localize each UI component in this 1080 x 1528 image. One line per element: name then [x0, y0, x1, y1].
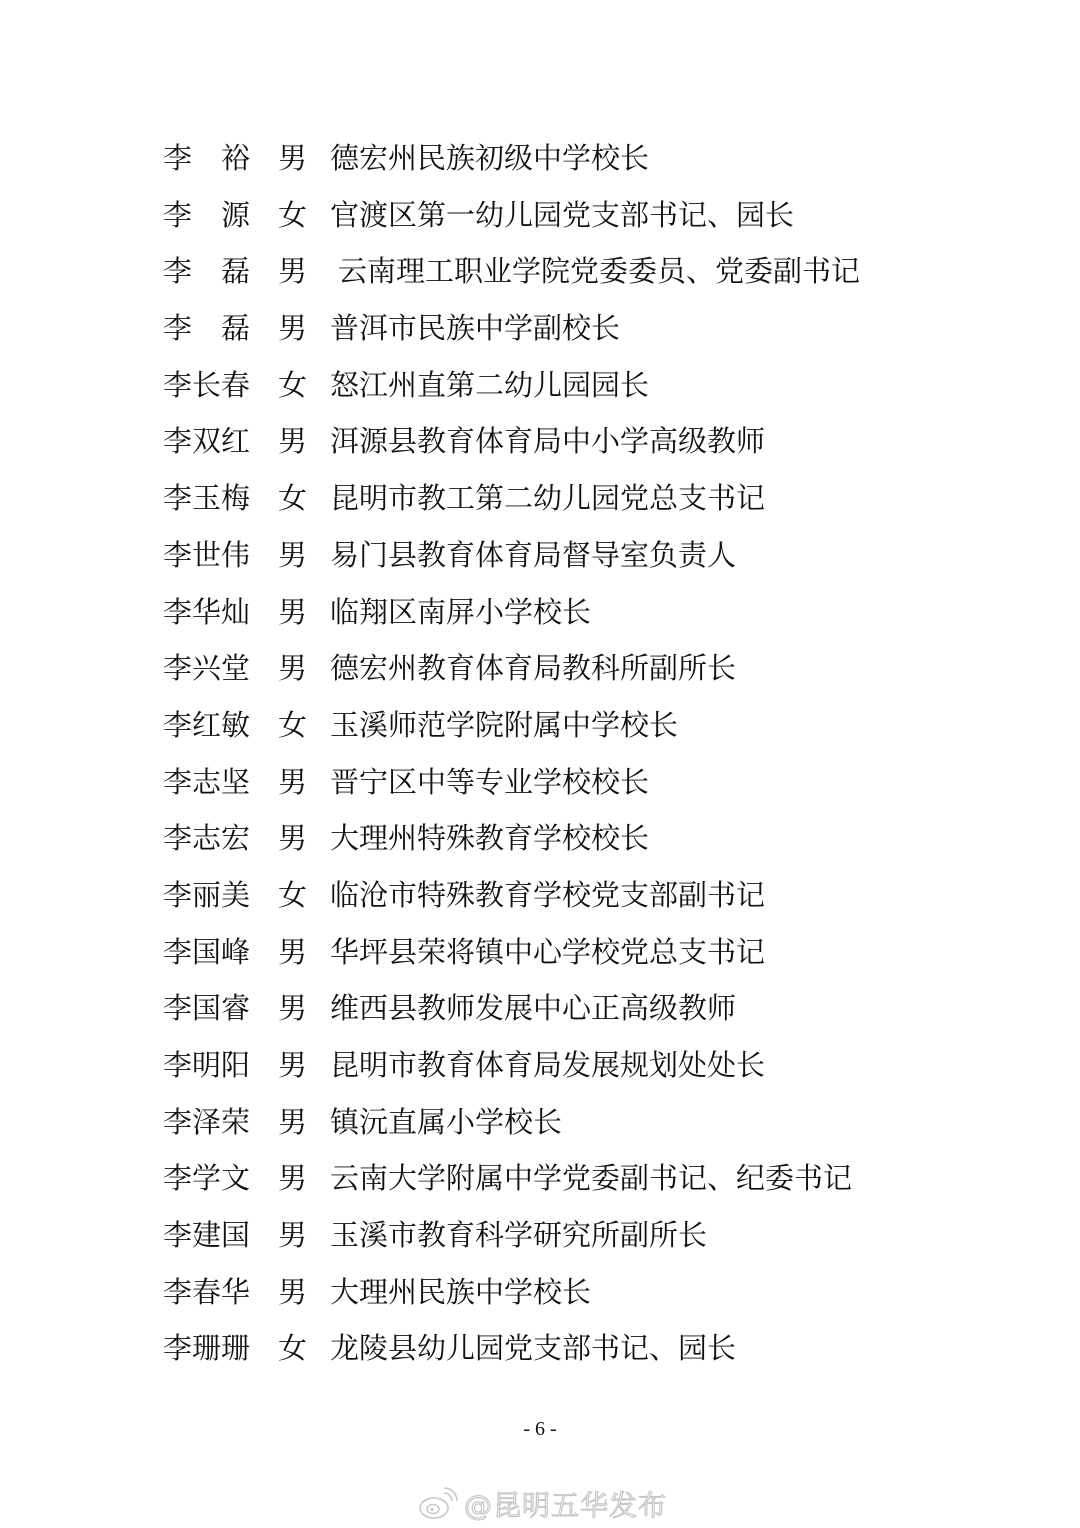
- person-title: 晋宁区中等专业学校校长: [330, 764, 650, 799]
- person-gender: 男: [278, 651, 308, 686]
- person-gender: 女: [278, 367, 308, 402]
- person-title: 临翔区南屏小学校长: [330, 594, 592, 629]
- person-title: 大理州特殊教育学校校长: [330, 821, 650, 856]
- weibo-icon: [418, 1487, 458, 1521]
- list-item: [163, 419, 983, 476]
- person-gender: 女: [278, 197, 308, 232]
- person-name: 李丽美: [163, 877, 251, 912]
- person-gender: 男: [278, 1104, 308, 1139]
- list-item: [163, 703, 983, 760]
- person-name: 李双红: [163, 424, 251, 459]
- person-gender: 女: [278, 481, 308, 516]
- person-gender: 女: [278, 877, 308, 912]
- person-name: 李春华: [163, 1274, 251, 1309]
- list-item: [163, 873, 983, 930]
- person-gender: 男: [278, 141, 308, 175]
- person-name: 李国峰: [163, 934, 251, 969]
- person-name: 李红敏: [163, 707, 251, 742]
- person-name: 李 磊: [163, 254, 251, 289]
- person-gender: 男: [278, 537, 308, 572]
- person-name: 李 裕: [163, 141, 251, 175]
- list-item: [163, 136, 983, 193]
- person-name: 李世伟: [163, 537, 251, 572]
- list-item: [163, 306, 983, 363]
- person-gender: 男: [278, 254, 308, 289]
- page-number: - 6 -: [523, 1418, 557, 1440]
- person-gender: 男: [278, 1161, 308, 1196]
- list-item: [163, 1213, 983, 1270]
- list-item: [163, 533, 983, 590]
- person-gender: 男: [278, 594, 308, 629]
- list-item: [163, 476, 983, 533]
- list-item: [163, 363, 983, 420]
- list-item: [163, 1100, 983, 1157]
- list-item: [163, 986, 983, 1043]
- person-title: 大理州民族中学校长: [330, 1274, 592, 1309]
- list-item: [163, 249, 983, 306]
- person-name: 李学文: [163, 1161, 251, 1196]
- person-name: 李明阳: [163, 1048, 251, 1082]
- list-item: [163, 1156, 983, 1213]
- person-gender: 女: [278, 1331, 308, 1366]
- person-name: 李泽荣: [163, 1104, 251, 1139]
- person-name: 李兴堂: [163, 651, 251, 686]
- watermark: [418, 1484, 667, 1524]
- list-item: [163, 816, 983, 873]
- person-title: 怒江州直第二幼儿园园长: [330, 367, 650, 402]
- person-title: 官渡区第一幼儿园党支部书记、园长: [330, 197, 795, 232]
- person-name: 李国睿: [163, 991, 251, 1026]
- person-gender: 男: [278, 1048, 308, 1082]
- person-gender: 女: [278, 707, 308, 742]
- person-name: 李志坚: [163, 764, 251, 799]
- person-title: 昆明市教工第二幼儿园党总支书记: [330, 481, 766, 516]
- person-title: 临沧市特殊教育学校党支部副书记: [330, 877, 766, 912]
- person-name: 李志宏: [163, 821, 251, 856]
- person-title: 玉溪市教育科学研究所副所长: [330, 1218, 708, 1253]
- person-gender: 男: [278, 311, 308, 346]
- person-name: 李长春: [163, 367, 251, 402]
- person-gender: 男: [278, 424, 308, 459]
- person-title: 德宏州民族初级中学校长: [330, 141, 650, 175]
- person-title: 洱源县教育体育局中小学高级教师: [330, 424, 766, 459]
- list-item: [163, 1043, 983, 1100]
- person-name: 李 磊: [163, 311, 251, 346]
- person-name: 李华灿: [163, 594, 251, 629]
- person-title: 云南理工职业学院党委委员、党委副书记: [338, 254, 861, 289]
- person-title: 龙陵县幼儿园党支部书记、园长: [330, 1331, 737, 1366]
- name-list: [163, 136, 983, 1383]
- person-title: 普洱市民族中学副校长: [330, 311, 621, 346]
- person-title: 云南大学附属中学党委副书记、纪委书记: [330, 1161, 853, 1196]
- person-name: 李玉梅: [163, 481, 251, 516]
- person-title: 德宏州教育体育局教科所副所长: [330, 651, 737, 686]
- list-item: [163, 590, 983, 647]
- person-title: 维西县教师发展中心正高级教师: [330, 991, 737, 1026]
- list-item: [163, 760, 983, 817]
- person-title: 玉溪师范学院附属中学校长: [330, 707, 679, 742]
- person-gender: 男: [278, 991, 308, 1026]
- person-gender: 男: [278, 764, 308, 799]
- person-gender: 男: [278, 1274, 308, 1309]
- person-title: 镇沅直属小学校长: [330, 1104, 563, 1139]
- watermark-text: @昆明五华发布: [464, 1489, 668, 1522]
- person-gender: 男: [278, 934, 308, 969]
- person-title: 华坪县荣将镇中心学校党总支书记: [330, 934, 766, 969]
- list-item: [163, 930, 983, 987]
- person-name: 李珊珊: [163, 1331, 251, 1366]
- list-item: [163, 193, 983, 250]
- list-item: [163, 1270, 983, 1327]
- person-title: 昆明市教育体育局发展规划处处长: [330, 1048, 766, 1082]
- person-name: 李 源: [163, 197, 251, 232]
- person-name: 李建国: [163, 1218, 251, 1253]
- person-title: 易门县教育体育局督导室负责人: [330, 537, 737, 572]
- person-gender: 男: [278, 821, 308, 856]
- list-item: [163, 646, 983, 703]
- person-gender: 男: [278, 1218, 308, 1253]
- list-item: [163, 1326, 983, 1383]
